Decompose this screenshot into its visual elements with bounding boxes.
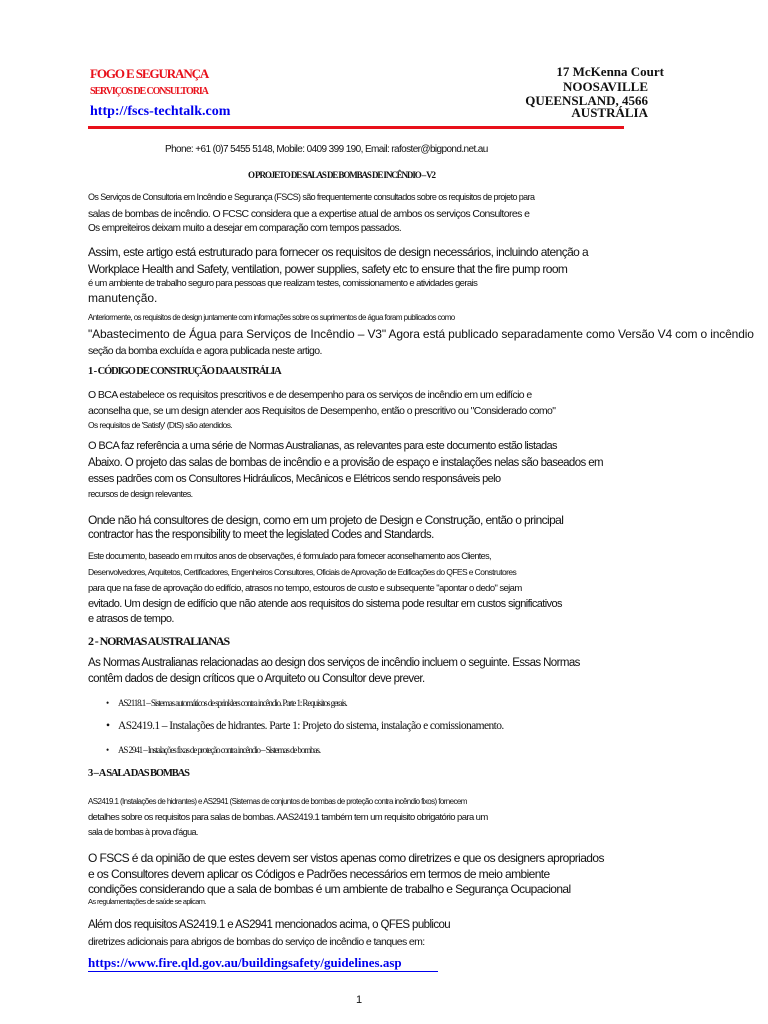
header-divider bbox=[88, 126, 624, 129]
address-line-1: 17 McKenna Court bbox=[556, 64, 664, 79]
intro-line-1: Os Serviços de Consultoria em Incêndio e Segurança (FSCS) são frequentemente consultados sobre os requisitos de projeto para bbox=[88, 192, 535, 202]
s3-p2-line-1: O FSCS é da opinião de que estes devem ser vistos apenas como diretrizes e que os designers apropriados bbox=[88, 851, 604, 865]
s1-p4-line-5: e atrasos de tempo. bbox=[88, 613, 174, 625]
document-title: O PROJETO DE SALAS DE BOMBAS DE INCÊNDIO – V2 bbox=[248, 170, 435, 180]
section-2-heading: 2 - NORMAS AUSTRALIANAS bbox=[88, 634, 230, 648]
s1-p4-line-3: para que na fase de aprovação do edifício, atrasos no tempo, estouros de custo e subsequente "apontar o dedo" sejam bbox=[88, 583, 522, 594]
intro-line-3: Os empreiteiros deixam muito a desejar em comparação com tempos passados. bbox=[88, 223, 402, 234]
s1-p2-line-1: O BCA faz referência a uma série de Normas Australianas, as relevantes para este documento estão listadas bbox=[88, 440, 557, 452]
p3-line-3: seção da bomba excluída e agora publicada neste artigo. bbox=[88, 345, 322, 357]
s3-p1-line-1: AS2419.1 (Instalações de hidrantes) e AS2941 (Sistemas de conjuntos de bombas de proteção contra incêndio fixos) fornecem bbox=[88, 797, 467, 806]
s3-p1-line-2: detalhes sobre os requisitos para salas de bombas. AAS2419.1 também tem um requisito obrigatório para um bbox=[88, 812, 488, 823]
s1-p1-line-1: O BCA estabelece os requisitos prescritivos e de desempenho para os serviços de incêndio em um edifício e bbox=[88, 389, 532, 401]
section-1-heading: 1 - CÓDIGO DE CONSTRUÇÃO DA AUSTRÁLIA bbox=[88, 366, 281, 377]
s1-p2-line-2: Abaixo. O projeto das salas de bombas de incêndio e a provisão de espaço e instalações nelas são baseados em bbox=[88, 457, 604, 469]
standard-item-as2941: • AS 2941 – Instalações fixas de proteção contra incêndio – Sistemas de bombas. bbox=[118, 745, 320, 755]
s3-p1-line-3: sala de bombas à prova d'água. bbox=[88, 827, 198, 837]
p2-line-4: manutenção. bbox=[88, 291, 158, 305]
s3-p3-line-1: Além dos requisitos AS2419.1 e AS2941 mencionados acima, o QFES publicou bbox=[88, 919, 451, 931]
website-link[interactable]: http://fscs-techtalk.com bbox=[90, 104, 231, 119]
p2-line-2: Workplace Health and Safety, ventilation, power supplies, safety etc to ensure that the fire pump room bbox=[88, 262, 568, 276]
address-line-3: QUEENSLAND, 4566 bbox=[525, 93, 648, 108]
standard-item-as2419: • AS2419.1 – Instalações de hidrantes. Parte 1: Projeto do sistema, instalação e comissionamento. bbox=[118, 720, 504, 732]
s1-p3-line-1: Onde não há consultores de design, como em um projeto de Design e Construção, então o principal bbox=[88, 513, 564, 527]
s1-p4-line-4: evitado. Um design de edifício que não atende aos requisitos do sistema pode resultar em custos significativos bbox=[88, 598, 562, 610]
s3-p2-line-3: condições considerando que a sala de bombas é um ambiente de trabalho e Segurança Ocupacional bbox=[88, 882, 571, 896]
s2-intro-line-1: As Normas Australianas relacionadas ao design dos serviços de incêndio incluem o seguinte. Essas Normas bbox=[88, 657, 580, 669]
p3-line-2: "Abastecimento de Água para Serviços de Incêndio – V3" Agora está publicado separadamente como Versão V4 com o incêndio bbox=[88, 327, 754, 341]
p2-line-1: Assim, este artigo está estruturado para fornecer os requisitos de design necessários, incluindo atenção a bbox=[88, 245, 589, 259]
standard-item-as2118: • AS2118.1 – Sistemas automáticos de sprinklers contra incêndio. Parte 1: Requisitos gerais. bbox=[118, 698, 347, 708]
s1-p2-line-3: esses padrões com os Consultores Hidráulicos, Mecânicos e Elétricos sendo responsáveis pelo bbox=[88, 473, 501, 485]
s2-intro-line-2: contêm dados de design críticos que o Arquiteto ou Consultor deve prever. bbox=[88, 673, 425, 685]
s3-p2-line-2: e os Consultores devem aplicar os Códigos e Padrões necessários em termos de meio ambiente bbox=[88, 867, 550, 881]
s1-p1-line-2: aconselha que, se um design atender aos Requisitos de Desempenho, então o prescritivo ou "Considerado como" bbox=[88, 405, 556, 417]
address-line-4: AUSTRÁLIA bbox=[571, 105, 648, 120]
s3-p2-line-4: As regulamentações de saúde se aplicam. bbox=[88, 897, 206, 906]
section-3-heading: 3 – A SALA DAS BOMBAS bbox=[88, 768, 189, 779]
s3-p3-line-2: diretrizes adicionais para abrigos de bombas do serviço de incêndio e tanques em: bbox=[88, 936, 425, 948]
p3-line-1: Anteriormente, os requisitos de design juntamente com informações sobre os suprimentos de água foram publicados como bbox=[88, 313, 455, 322]
p2-line-3: é um ambiente de trabalho seguro para pessoas que realizam testes, comissionamento e atividades gerais bbox=[88, 278, 478, 289]
org-name-line2: SERVIÇOS DE CONSULTORIA bbox=[90, 86, 208, 97]
contact-line: Phone: +61 (0)7 5455 5148, Mobile: 0409 399 190, Email: rafoster@bigpond.net.au bbox=[165, 144, 488, 155]
s1-p3-line-2: contractor has the responsibility to meet the legislated Codes and Standards. bbox=[88, 529, 434, 541]
s1-p4-line-1: Este documento, baseado em muitos anos de observações, é formulado para fornecer aconselhamento aos Clientes, bbox=[88, 551, 491, 561]
intro-line-2: salas de bombas de incêndio. O FCSC considera que a expertise atual de ambos os serviços Consultores e bbox=[88, 208, 530, 220]
s1-p4-line-2: Desenvolvedores, Arquitetos, Certificadores, Engenheiros Consultores, Oficiais de Aprovação de Edificações do QFES e Construtores bbox=[88, 567, 517, 577]
page-number: 1 bbox=[356, 994, 363, 1006]
s1-p2-line-4: recursos de design relevantes. bbox=[88, 489, 193, 499]
address-line-2: NOOSAVILLE bbox=[562, 79, 648, 94]
s1-p1-line-3: Os requisitos de 'Satisfy' (DtS) são atendidos. bbox=[88, 420, 233, 430]
qfes-guidelines-link[interactable]: https://www.fire.qld.gov.au/buildingsafety/guidelines.asp bbox=[88, 955, 438, 972]
org-name-line1: FOGO E SEGURANÇA bbox=[90, 66, 209, 81]
